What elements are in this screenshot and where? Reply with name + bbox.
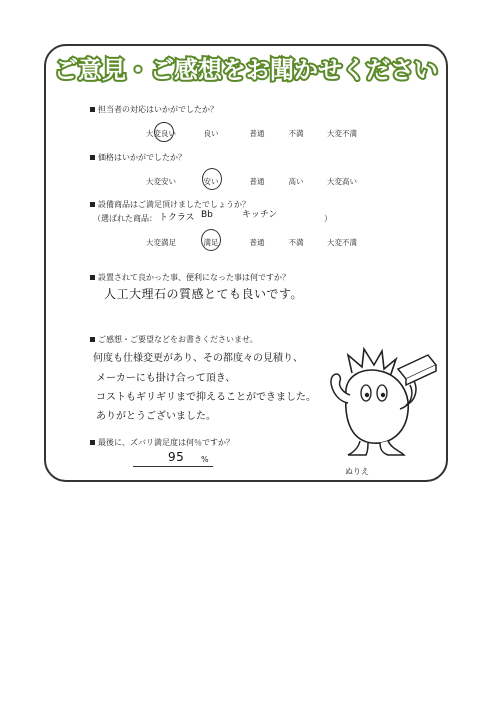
option-q2-1[interactable]: 大変安い — [146, 177, 176, 186]
selection-circle — [154, 122, 174, 142]
option-q1-2[interactable]: 良い — [203, 129, 219, 138]
question-price — [90, 152, 186, 163]
coloring-label: ぬりえ — [345, 467, 369, 476]
selected-close: ） — [324, 214, 332, 223]
page-title: ご意見・ご感想をお聞かせください — [54, 56, 438, 84]
option-q1-4[interactable]: 不満 — [288, 129, 304, 138]
option-q3-1[interactable]: 大変満足 — [146, 238, 176, 247]
option-q1-5[interactable]: 大変不満 — [327, 129, 357, 138]
satisfaction-unit: % — [201, 455, 209, 464]
question-label: 最後に、ズバリ満足度は何％ですか？ — [98, 438, 234, 447]
question-label: 設備商品はご満足頂けましたでしょうか？ — [98, 200, 250, 209]
option-q3-5[interactable]: 大変不満 — [327, 238, 357, 247]
option-q2-5[interactable]: 大変高い — [327, 177, 357, 186]
bullet-icon — [90, 202, 95, 207]
bullet-icon — [90, 275, 95, 280]
selection-circle — [202, 168, 222, 190]
option-q3-2[interactable]: 満足 — [203, 238, 219, 247]
mascot-illustration — [318, 345, 448, 465]
answer-underline — [133, 466, 213, 467]
option-q3-3[interactable]: 普通 — [249, 238, 265, 247]
question-label: ご感想・ご要望などをお書きくださいませ。 — [98, 335, 258, 344]
product-1: トクラス — [159, 213, 195, 223]
product-2: Bb — [201, 210, 213, 220]
question-label: 価格はいかがでしたか？ — [98, 153, 186, 162]
bullet-icon — [90, 155, 95, 160]
satisfaction-value: 95 — [168, 450, 185, 464]
question-satisfaction — [90, 437, 234, 448]
question-label: 設置されて良かった事、便利になった事は何ですか？ — [98, 273, 290, 282]
option-q2-4[interactable]: 高い — [288, 177, 304, 186]
bullet-icon — [90, 107, 95, 112]
comment-line-4: ありがとうございました。 — [96, 411, 216, 422]
option-q2-3[interactable]: 普通 — [249, 177, 265, 186]
comment-line-3: コストもギリギリまで抑えることができました。 — [96, 392, 316, 403]
option-q1-3[interactable]: 普通 — [249, 129, 265, 138]
bullet-icon — [90, 337, 95, 342]
option-q2-2[interactable]: 安い — [203, 177, 219, 186]
option-q1-1[interactable]: 大変良い — [146, 129, 176, 138]
question-label: 担当者の対応はいかがでしたか？ — [98, 105, 218, 114]
answer-benefit: 人工大理石の質感とても良いです。 — [104, 287, 304, 301]
question-equipment — [90, 199, 250, 210]
selected-products-row — [93, 213, 157, 224]
question-comments — [90, 334, 258, 345]
selected-label: （選ばれた商品： — [93, 214, 157, 223]
comment-line-1: 何度も仕様変更があり、その都度々の見積り、 — [93, 353, 303, 364]
option-q3-4[interactable]: 不満 — [288, 238, 304, 247]
comment-line-2: メーカーにも掛け合って頂き、 — [96, 373, 236, 384]
question-staff — [90, 104, 218, 115]
bullet-icon — [90, 440, 95, 445]
product-3: キッチン — [242, 210, 278, 220]
question-benefit — [90, 272, 290, 283]
selection-circle — [201, 229, 221, 251]
